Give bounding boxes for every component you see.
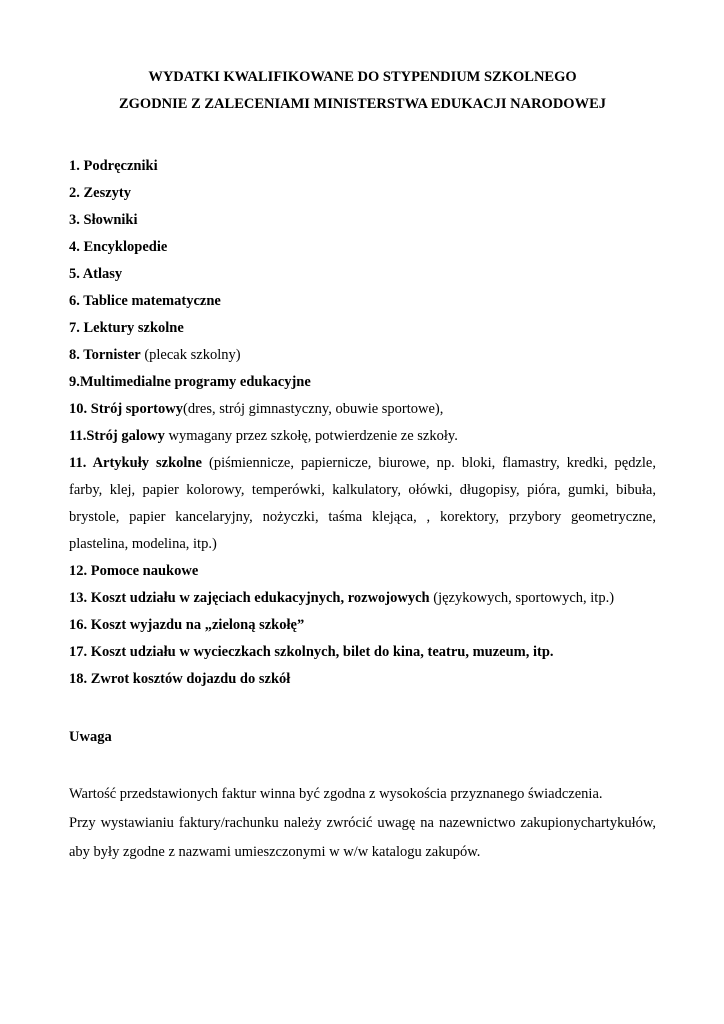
- item-description: (piśmiennicze, papiernicze, biurowe, np. bloki, flamastry, kredki, pędzle, farby, klej, papier kolorowy, temperówki, kalkulatory, ołówki, długopisy, pióra, gumki, bibuła, brystole, papier kancelaryjny, nożyczki, taśma klejąca, , korektory, przybory geometryczne, plastelina, modelina, itp.): [69, 455, 656, 552]
- list-item: [69, 666, 656, 693]
- list-item: [69, 261, 656, 288]
- item-heading: 13. Koszt udziału w zajęciach edukacyjnych, rozwojowych: [69, 590, 430, 606]
- item-description: (dres, strój gimnastyczny, obuwie sportowe),: [182, 401, 444, 417]
- list-item: [69, 180, 656, 207]
- list-item: [69, 153, 656, 180]
- item-heading: 7. Lektury szkolne: [69, 320, 184, 336]
- list-item: [69, 639, 656, 666]
- item-description: (językowych, sportowych, itp.): [429, 590, 615, 606]
- item-heading: 12. Pomoce naukowe: [69, 563, 199, 579]
- item-heading: 6. Tablice matematyczne: [69, 293, 221, 309]
- note-body: [69, 780, 656, 867]
- list-item: [69, 450, 656, 558]
- list-item: [69, 423, 656, 450]
- item-heading: 17. Koszt udziału w wycieczkach szkolnych, bilet do kina, teatru, muzeum, itp.: [69, 644, 554, 660]
- item-heading: 9.Multimedialne programy edukacyjne: [69, 374, 311, 390]
- title-line-2: ZGODNIE Z ZALECENIAMI MINISTERSTWA EDUKACJI NARODOWEJ: [118, 96, 607, 112]
- list-item: [69, 585, 656, 612]
- list-item: [69, 342, 656, 369]
- item-heading: 18. Zwrot kosztów dojazdu do szkół: [69, 671, 291, 687]
- item-heading: 4. Encyklopedie: [69, 239, 168, 255]
- list-item: [69, 612, 656, 639]
- document-title: [69, 64, 656, 118]
- item-heading: 1. Podręczniki: [69, 158, 158, 174]
- list-item: [69, 207, 656, 234]
- item-heading: 3. Słowniki: [69, 212, 138, 228]
- expense-list: [69, 153, 656, 693]
- item-heading: 11. Artykuły szkolne: [69, 455, 202, 471]
- list-item: [69, 315, 656, 342]
- item-heading: 11.Strój galowy: [69, 428, 165, 444]
- list-item: [69, 234, 656, 261]
- list-item: [69, 558, 656, 585]
- note-line-1: Wartość przedstawionych faktur winna być zgodna z wysokościa przyznanego świadczenia.: [69, 786, 603, 802]
- note-paragraph-2: Przy wystawianiu faktury/rachunku należy zwrócić uwagę na nazewnictwo zakupionychartykułów, aby były zgodne z nazwami umieszczonymi w w/w katalogu zakupów.: [69, 815, 656, 860]
- item-heading: 2. Zeszyty: [69, 185, 132, 201]
- item-description: wymagany przez szkołę, potwierdzenie ze szkoły.: [164, 428, 458, 444]
- title-line-1: WYDATKI KWALIFIKOWANE DO STYPENDIUM SZKOLNEGO: [148, 69, 577, 85]
- list-item: [69, 396, 656, 423]
- item-heading: 16. Koszt wyjazdu na „zieloną szkołę”: [69, 617, 305, 633]
- item-heading: 5. Atlasy: [69, 266, 123, 282]
- item-heading: 10. Strój sportowy: [69, 401, 183, 417]
- list-item: [69, 369, 656, 396]
- item-heading: 8. Tornister: [69, 347, 141, 363]
- list-item: [69, 288, 656, 315]
- item-description: (plecak szkolny): [140, 347, 241, 363]
- note-title: Uwaga: [69, 729, 112, 745]
